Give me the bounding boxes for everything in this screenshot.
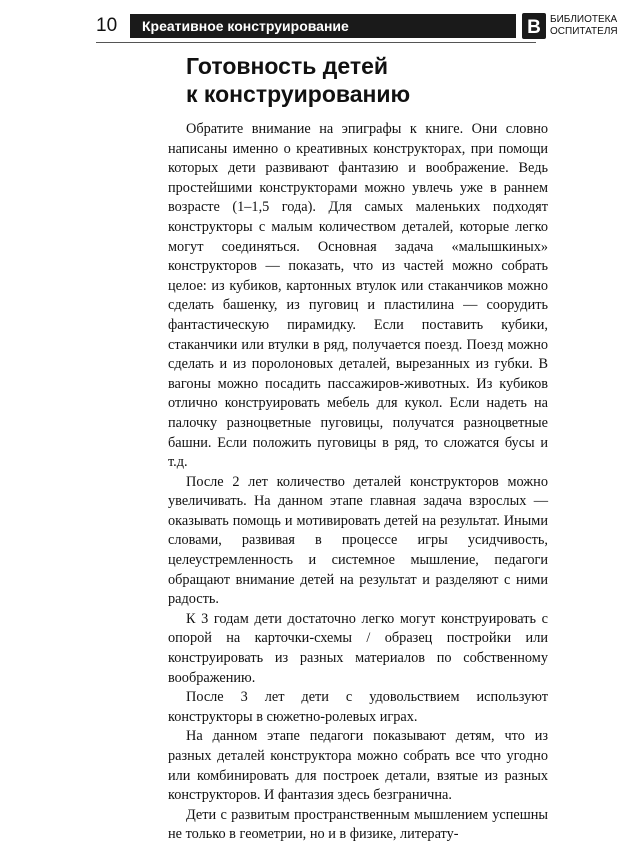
paragraph: После 3 лет дети с удовольствием используют конструкторы в сюжетно-ролевых играх. xyxy=(168,689,548,725)
running-head: Креативное конструирование xyxy=(130,14,516,38)
section-title xyxy=(186,52,546,108)
logo-line-2: ОСПИТАТЕЛЯ xyxy=(550,26,618,37)
body-text xyxy=(168,120,548,845)
paragraph: После 2 лет количество деталей конструкторов можно увеличивать. На данном этапе главная задача взрослых — оказывать помощь и мотивировать детей на результат. Иными словами, развивая в процессе игры усидчивость, целеустремленность и системное мышление, педагоги обращают внимание детей на результат и разделяют с ними радость. xyxy=(168,473,548,608)
section-title-line-2: к конструированию xyxy=(186,81,411,107)
paragraph: К 3 годам дети достаточно легко могут конструировать с опорой на карточки-схемы / образец постройки или конструировать из разных материалов по собственному воображению. xyxy=(168,610,548,686)
logo-line-1: БИБЛИОТЕКА xyxy=(550,14,618,25)
page-header xyxy=(96,12,618,42)
section-title-line-1: Готовность детей xyxy=(186,53,389,79)
header-rule xyxy=(96,42,536,43)
paragraph: На данном этапе педагоги показывают детям, что из разных деталей конструктора можно собрать все что угодно или комбинировать для построек детали, взятые из разных конструкторов. И фантазия здесь безгранична. xyxy=(168,728,548,804)
series-logo xyxy=(522,12,632,40)
paragraph: Обратите внимание на эпиграфы к книге. Они словно написаны именно о креативных конструкторах, при помощи которых дети развивают фантазию и воображение. Ведь простейшими конструкторами можно увлечь уже в раннем возрасте (1–1,5 года). Для самых маленьких подходят конструкторы с малым количеством деталей, которые легко могут соединяться. Основная задача «малышкиных» конструкторов — показать, что из частей можно собрать целое: из кубиков, картонных втулок или стаканчиков можно сделать башенку, из пуговиц и пластилина — соорудить фантастическую пирамидку. Если поставить кубики, стаканчики или втулки в ряд, получается поезд. Поезд можно сделать и из поролоновых деталей, вырезанных из губки. В вагоны можно посадить пассажиров-животных. Из кубиков отлично конструировать мебель для кукол. Если надеть на палочку разноцветные пуговицы, получатся разноцветные башни. Если положить пуговицы в ряд, то сложатся бусы и т.д. xyxy=(168,121,548,471)
logo-mark-icon xyxy=(522,13,546,39)
paragraph: Дети с развитым пространственным мышлением успешны не только в геометрии, но и в физике, литерату- xyxy=(168,806,548,843)
logo-letter: В xyxy=(527,17,541,38)
logo-text xyxy=(550,14,618,38)
page-number: 10 xyxy=(96,15,118,36)
